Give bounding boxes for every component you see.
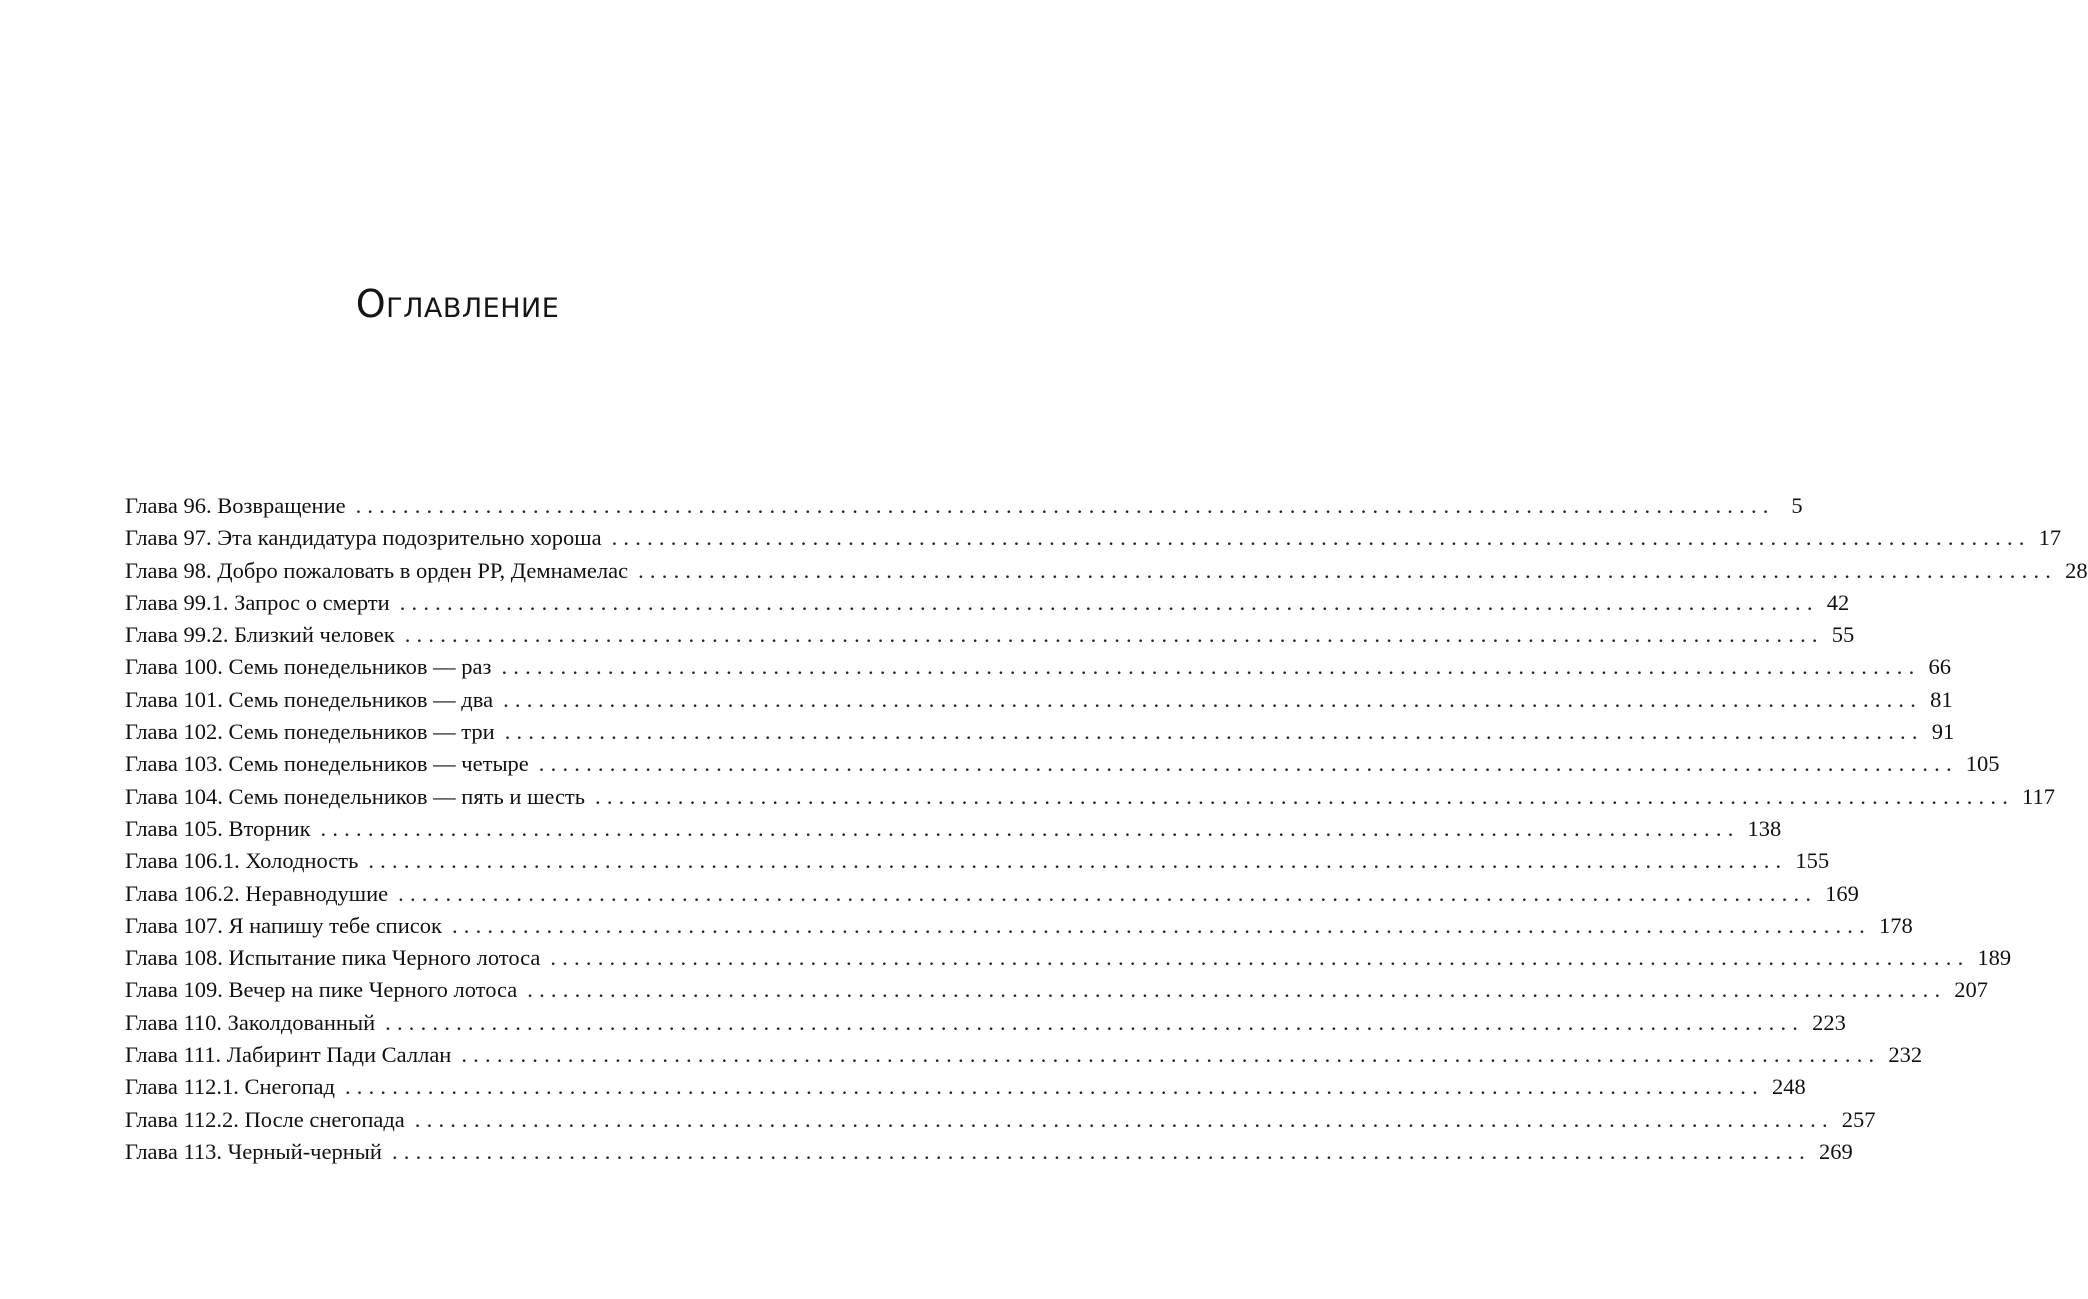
chapter-title: Глава 105. Вторник [125,815,311,841]
chapter-title: Глава 110. Заколдованный [125,1009,376,1035]
dot-leader: ........................................................................................................................ [538,751,1958,777]
page-number: 257 [1841,1106,1876,1132]
chapter-title: Глава 112.1. Снегопад [125,1074,335,1100]
page-number: 207 [1954,977,1989,1003]
chapter-title: Глава 99.2. Близкий человек [125,622,395,648]
page-number: 81 [1930,686,1953,712]
page-number: 232 [1888,1042,1923,1068]
page-title: Оглавление [355,282,560,326]
page-number: 66 [1928,654,1951,680]
chapter-title: Глава 113. Черный-черный [125,1138,382,1164]
dot-leader: ........................................................................................................................ [344,1074,1764,1100]
chapter-title: Глава 98. Добро пожаловать в орден РР, Демнамелас [125,557,629,583]
page-number: 28 [2065,557,2088,583]
toc-entry [125,619,1855,651]
toc-entry [125,1071,1806,1103]
toc-entry [125,910,1913,942]
dot-leader: ........................................................................................................................ [404,622,1824,648]
dot-leader: ........................................................................................................................ [414,1106,1834,1132]
chapter-title: Глава 111. Лабиринт Пади Саллан [125,1042,452,1068]
dot-leader: ........................................................................................................................ [611,525,2031,551]
chapter-title: Глава 97. Эта кандидатура подозрительно хороша [125,525,602,551]
dot-leader: ........................................................................................................................ [398,880,1818,906]
toc-entry [125,1136,1853,1168]
page-number: 248 [1771,1074,1806,1100]
chapter-title: Глава 103. Семь понедельников — четыре [125,751,529,777]
toc-entry [125,522,2062,554]
page-number: 269 [1818,1138,1853,1164]
chapter-title: Глава 107. Я напишу тебе список [125,912,442,938]
page-number: 169 [1825,880,1859,906]
toc-entry [125,1104,1876,1136]
toc-entry [125,684,1953,716]
page-number: 5 [1791,493,1803,518]
dot-leader: ........................................................................................................................ [501,654,1921,680]
page-number: 105 [1965,751,2000,777]
toc-entry [125,716,1955,748]
table-of-contents [125,490,2088,1168]
chapter-title: Глава 106.2. Неравнодушие [125,880,389,906]
toc-entry [125,1007,1846,1039]
dot-leader: ........................................................................................................................ [461,1042,1881,1068]
dot-leader: ........................................................................................................................ [451,912,1871,938]
dot-leader: ........................................................................................................................ [368,848,1788,874]
page-number: 155 [1795,848,1830,874]
toc-entry [125,974,1989,1006]
dot-leader: ........................................................................................................................ [638,557,2058,583]
chapter-title: Глава 101. Семь понедельников — два [125,686,494,712]
toc-entry [125,781,2055,813]
toc-entry [125,748,2000,780]
toc-entry [125,845,1830,877]
toc-entry [125,813,1782,845]
chapter-title: Глава 100. Семь понедельников — раз [125,654,492,680]
dot-leader: ........................................................................................................................ [595,783,2015,809]
dot-leader: ........................................................................................................................ [503,686,1923,712]
toc-entry [125,490,1803,522]
toc-entry [125,555,2088,587]
page-number: 189 [1977,945,2012,971]
chapter-title: Глава 104. Семь понедельников — пять и шесть [125,783,586,809]
toc-entry [125,1039,1923,1071]
page-number: 91 [1931,719,1955,745]
dot-leader: ........................................................................................................................ [399,589,1819,615]
chapter-title: Глава 102. Семь понедельников — три [125,719,495,745]
dot-leader: ........................................................................................................................ [391,1138,1811,1164]
dot-leader: ........................................................................................................................ [355,493,1775,518]
dot-leader: ........................................................................................................................ [504,719,1924,745]
chapter-title: Глава 112.2. После снегопада [125,1106,405,1132]
chapter-title: Глава 96. Возвращение [125,493,346,518]
toc-entry [125,651,1951,683]
toc-entry [125,587,1850,619]
page-number: 178 [1878,912,1913,938]
page-number: 138 [1747,815,1782,841]
page-number: 223 [1812,1009,1846,1035]
toc-entry [125,878,1859,910]
page-number: 55 [1831,622,1855,648]
chapter-title: Глава 99.1. Запрос о смерти [125,589,390,615]
page-number: 42 [1826,589,1850,615]
dot-leader: ........................................................................................................................ [527,977,1947,1003]
page-number: 17 [2038,525,2062,551]
dot-leader: ........................................................................................................................ [550,945,1970,971]
chapter-title: Глава 108. Испытание пика Черного лотоса [125,945,541,971]
chapter-title: Глава 106.1. Холодность [125,848,359,874]
page-number: 117 [2022,783,2055,809]
dot-leader: ........................................................................................................................ [385,1009,1805,1035]
dot-leader: ........................................................................................................................ [320,815,1740,841]
chapter-title: Глава 109. Вечер на пике Черного лотоса [125,977,518,1003]
toc-entry [125,942,2012,974]
